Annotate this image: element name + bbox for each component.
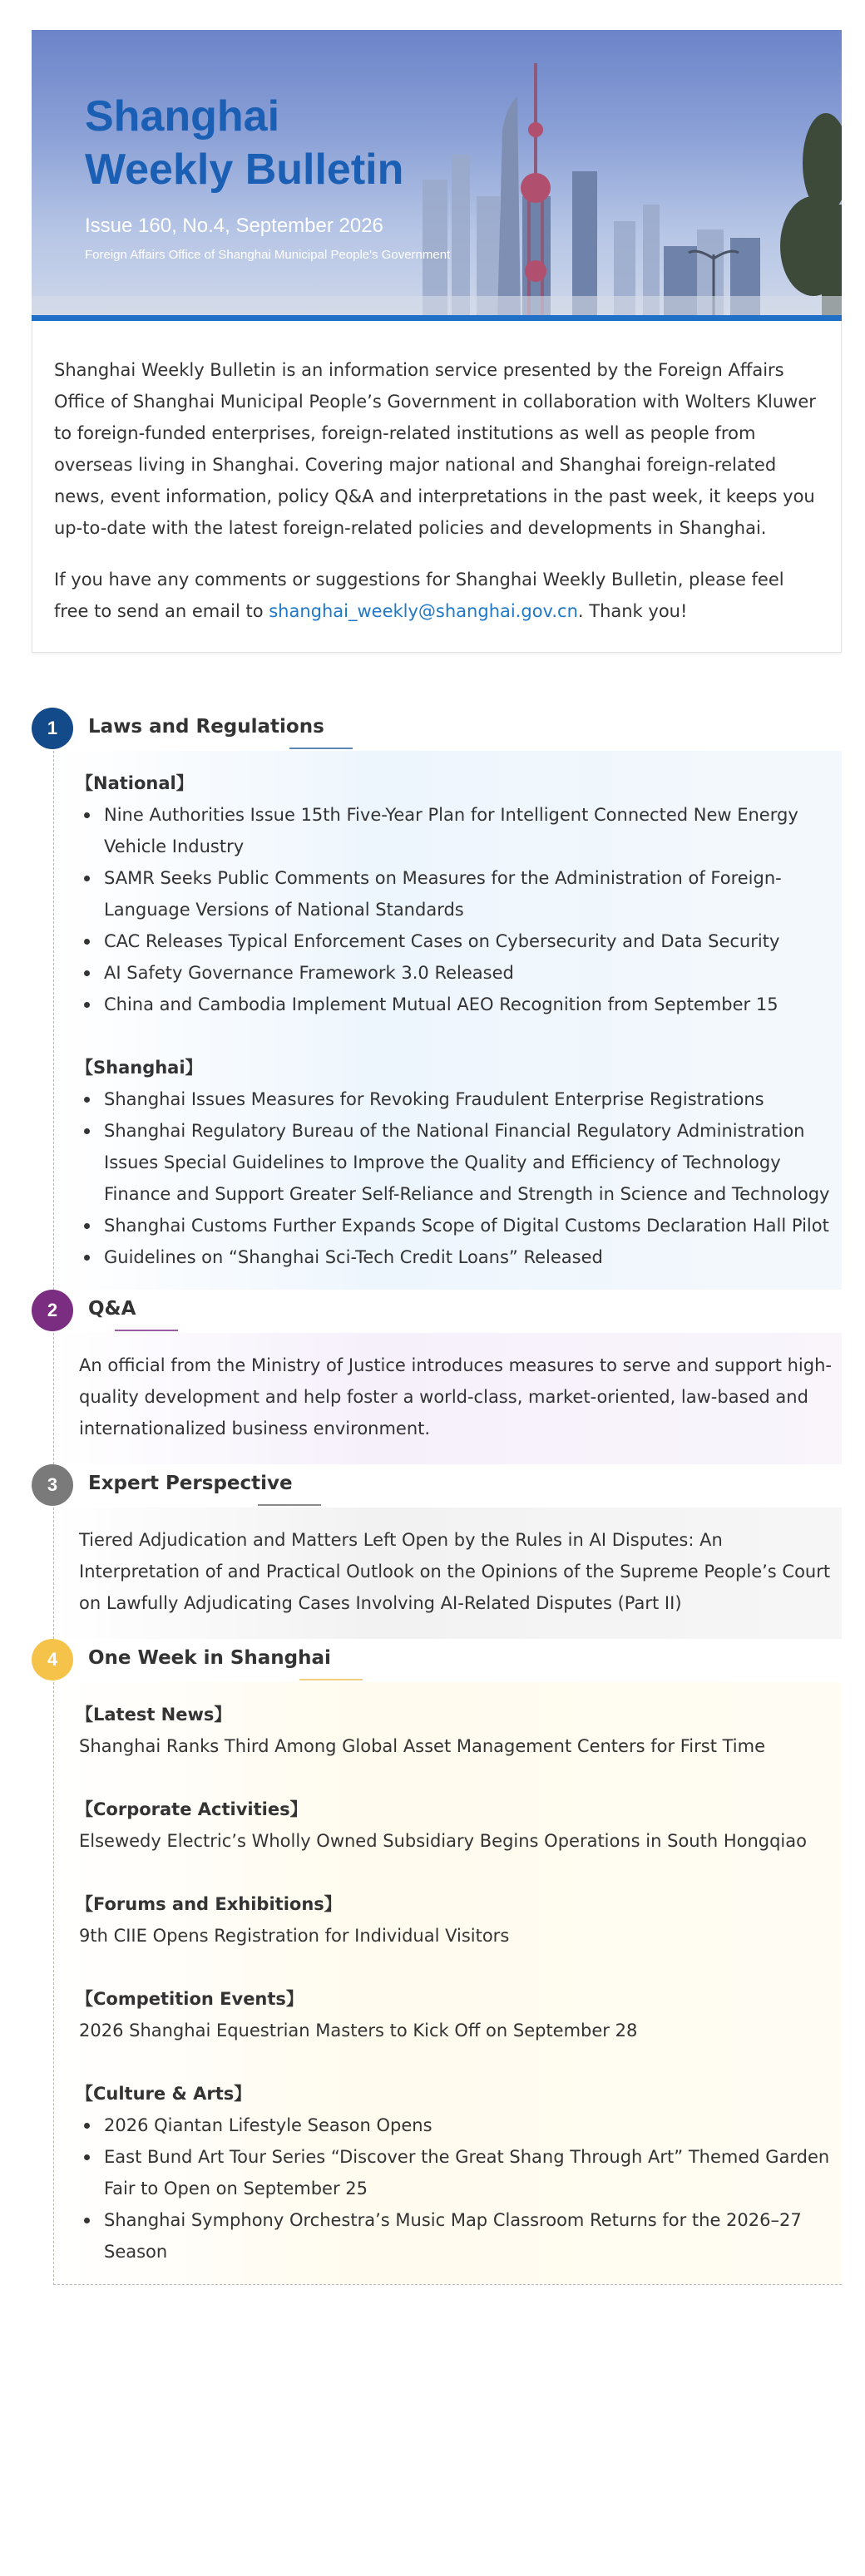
latest-news-item[interactable]: Shanghai Ranks Third Among Global Asset Management Centers for First Time: [79, 1736, 766, 1756]
bulletin-title-line1: Shanghai: [85, 92, 280, 141]
section-number-badge: 3: [32, 1464, 73, 1506]
intro-paragraph: Shanghai Weekly Bulletin is an information service presented by the Foreign Affairs Office of Shanghai Municipal People’s Government in collaboration with Wolters Kluwer to foreign-funded enterprises, foreign-related institutions as well as people from overseas living in Shanghai. Covering major national and Shanghai foreign-related news, event information, policy Q&A and interpretations in the past week, it keeps you up-to-date with the latest foreign-related policies and developments in Shanghai.: [54, 360, 816, 538]
subheading-national: 【National】: [76, 773, 194, 793]
section-body: [53, 751, 842, 1290]
header-banner: [32, 30, 842, 321]
feedback-thanks: . Thank you!: [577, 601, 688, 621]
forums-item[interactable]: 9th CIIE Opens Registration for Individual Visitors: [79, 1926, 510, 1946]
email-link[interactable]: shanghai_weekly@shanghai.gov.cn: [269, 601, 578, 621]
list-item[interactable]: SAMR Seeks Public Comments on Measures for the Administration of Foreign-Language Versions of National Standards: [79, 862, 842, 925]
section-title-underline: [115, 1330, 178, 1331]
list-item[interactable]: Shanghai Issues Measures for Revoking Fraudulent Enterprise Registrations: [79, 1083, 842, 1115]
section-title: Laws and Regulations: [88, 716, 324, 738]
national-list: [79, 799, 842, 1020]
section-one-week-in-shanghai: [32, 1639, 842, 2285]
bulletin-title: [85, 90, 403, 196]
subheading-latest-news: 【Latest News】: [76, 1705, 232, 1725]
banner-bottom-bar: [32, 315, 842, 321]
qa-text[interactable]: An official from the Ministry of Justice introduces measures to serve and support high-quality development and help foster a world-class, market-oriented, law-based and internationalized business environment.: [79, 1355, 832, 1439]
section-header: [32, 1290, 842, 1333]
section-number-badge: 2: [32, 1290, 73, 1331]
section-title-underline: [299, 1679, 363, 1680]
issuing-office: Foreign Affairs Office of Shanghai Municipal People's Government: [85, 248, 451, 262]
list-item[interactable]: 2026 Qiantan Lifestyle Season Opens: [79, 2110, 842, 2141]
subheading-corporate: 【Corporate Activities】: [76, 1799, 308, 1819]
section-expert-perspective: [32, 1464, 842, 1639]
section-laws-regulations: [32, 708, 842, 1290]
section-header: [32, 1639, 842, 1682]
expert-text[interactable]: Tiered Adjudication and Matters Left Open by the Rules in AI Disputes: An Interpretation of and Practical Outlook on the Opinions of the Supreme People’s Court on Lawfully Adjudicating Cases Involving AI-Related Disputes (Part II): [79, 1530, 831, 1613]
section-title-underline: [258, 1504, 321, 1506]
section-body: [53, 1508, 842, 1639]
issue-number: Issue 160, No.4, September 2026: [85, 215, 383, 237]
shanghai-list: [79, 1083, 842, 1273]
list-item[interactable]: Nine Authorities Issue 15th Five-Year Plan for Intelligent Connected New Energy Vehicle Industry: [79, 799, 842, 862]
section-header: [32, 1464, 842, 1508]
section-title-underline: [289, 748, 353, 749]
list-item[interactable]: CAC Releases Typical Enforcement Cases on Cybersecurity and Data Security: [79, 925, 842, 957]
subheading-culture: 【Culture & Arts】: [76, 2084, 252, 2104]
feedback-paragraph: [54, 564, 819, 627]
section-number-badge: 1: [32, 708, 73, 749]
section-body: [53, 1333, 842, 1464]
section-body: [53, 1682, 842, 2285]
list-item[interactable]: East Bund Art Tour Series “Discover the Great Shang Through Art” Themed Garden Fair to Open on September 25: [79, 2141, 842, 2204]
list-item[interactable]: China and Cambodia Implement Mutual AEO Recognition from September 15: [79, 989, 842, 1020]
section-header: [32, 708, 842, 751]
subheading-forums: 【Forums and Exhibitions】: [76, 1894, 342, 1914]
list-item[interactable]: AI Safety Governance Framework 3.0 Released: [79, 957, 842, 989]
list-item[interactable]: Shanghai Regulatory Bureau of the National Financial Regulatory Administration Issues Special Guidelines to Improve the Quality and Efficiency of Technology Finance and Support Greater Self-Reliance and Strength in Science and Technology: [79, 1115, 842, 1210]
subheading-competition: 【Competition Events】: [76, 1989, 304, 2009]
section-qa: [32, 1290, 842, 1464]
intro-box: [32, 321, 842, 653]
subheading-shanghai: 【Shanghai】: [76, 1058, 203, 1078]
list-item[interactable]: Shanghai Customs Further Expands Scope of Digital Customs Declaration Hall Pilot: [79, 1210, 842, 1241]
section-number-badge: 4: [32, 1639, 73, 1680]
culture-list: [79, 2110, 842, 2268]
list-item[interactable]: Shanghai Symphony Orchestra’s Music Map Classroom Returns for the 2026–27 Season: [79, 2204, 842, 2268]
section-title: Expert Perspective: [88, 1473, 293, 1494]
feedback-text: If you have any comments or suggestions for Shanghai Weekly Bulletin, please feel free to send an email to: [54, 570, 784, 621]
competition-item[interactable]: 2026 Shanghai Equestrian Masters to Kick Off on September 28: [79, 2021, 638, 2041]
bulletin-title-line2: Weekly Bulletin: [85, 146, 404, 194]
list-item[interactable]: Guidelines on “Shanghai Sci-Tech Credit Loans” Released: [79, 1241, 842, 1273]
section-title: Q&A: [88, 1298, 136, 1320]
section-title: One Week in Shanghai: [88, 1647, 331, 1669]
corporate-item[interactable]: Elsewedy Electric’s Wholly Owned Subsidiary Begins Operations in South Hongqiao: [79, 1831, 807, 1851]
